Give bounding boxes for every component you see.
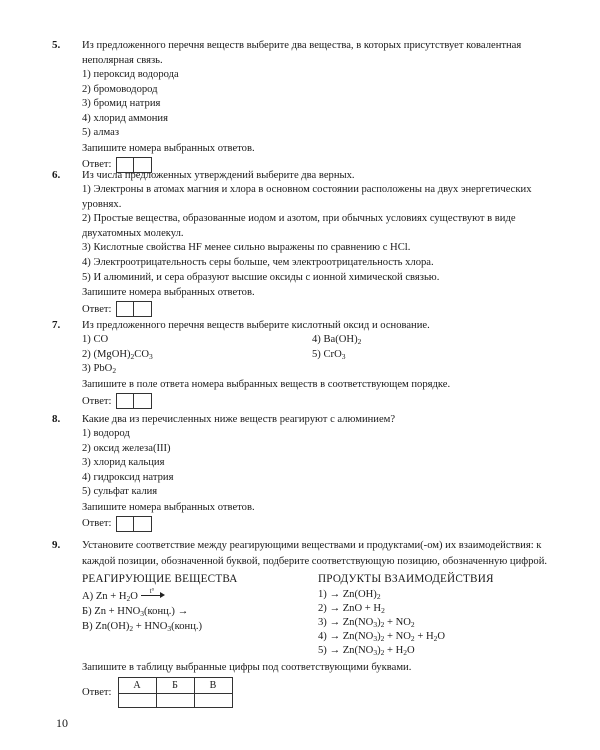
product-2: 2) → ZnO + $H_2$ <box>318 603 385 615</box>
answer-cell-b[interactable] <box>156 694 194 708</box>
option-item: 5) И алюминий, и сера образуют высшие оксиды с ионной химической связью. <box>82 271 440 283</box>
option-item: 2) Простые вещества, образованные иодом и азотом, при обычных условиях существуют в виде двухатомных молекул. <box>82 213 516 239</box>
option-item: 1) пероксид водорода <box>82 69 179 80</box>
answer-cell-a[interactable] <box>118 694 156 708</box>
option-item: 2) оксид железа(III) <box>82 442 171 454</box>
answer-row <box>82 677 552 708</box>
answer-row <box>82 300 552 318</box>
reactants-heading: РЕАГИРУЮЩИЕ ВЕЩЕСТВА <box>82 573 238 585</box>
question-number: 5. <box>52 39 61 51</box>
instruction: Запишите в поле ответа номера выбранных веществ в соответствующем порядке. <box>82 379 451 390</box>
product-3: $3) \to Zn(NO_3)_2 + NO_2$ <box>318 617 415 629</box>
question-number: 6. <box>52 169 61 181</box>
option-item: 5) алмаз <box>82 127 120 139</box>
table-header-c: В <box>194 678 232 694</box>
options-list <box>82 183 552 285</box>
question-text: Установите соответствие между реагирующими веществами и продуктами(-ом) их взаимодействия: к каждой позиции, обозначенной буквой, подберите соответствующую позицию, обозначенную цифрой. <box>82 540 548 567</box>
answer-label: Ответ: <box>82 518 112 530</box>
table-header-a: А <box>118 678 156 694</box>
option-item: 4) хлорид аммония <box>82 112 168 124</box>
option-item: 4) гидроксид натрия <box>82 471 174 483</box>
product-4: $4) \to Zn(NO_3)_2 + NO_2 + H_2O$ <box>318 631 445 643</box>
answer-label: Ответ: <box>82 303 112 315</box>
option-item: 4) Электроотрицательность серы больше, чем электроотрицательность хлора. <box>82 256 434 268</box>
answer-row <box>82 392 552 410</box>
option-item: 3) Кислотные свойства HF менее сильно выражены по сравнению с HCl. <box>82 242 411 254</box>
question-number: 9. <box>52 539 61 551</box>
question-text: Из предложенного перечня веществ выберите два вещества, в которых присутствует ковалентная неполярная связь. <box>82 40 522 66</box>
option-item: 3) хлорид кальция <box>82 457 165 469</box>
answer-box-1[interactable] <box>116 301 134 317</box>
products-column <box>318 572 558 658</box>
option-item: 5) сульфат калия <box>82 486 158 498</box>
options-list <box>82 427 552 500</box>
heat-arrow-icon: t° <box>141 590 165 600</box>
option-item: 4) $Ba(OH)_2$ <box>312 334 362 346</box>
question-number: 7. <box>52 319 61 331</box>
option-item: 2) $(MgOH)_2CO_3$ <box>82 348 153 361</box>
answer-box-2[interactable] <box>134 301 152 317</box>
question-text: Из числа предложенных утверждений выберите два верных. <box>82 170 355 181</box>
question-number: 8. <box>52 413 61 425</box>
answer-box-2[interactable] <box>134 516 152 532</box>
answer-cell-c[interactable] <box>194 694 232 708</box>
reactant-c: В) $Zn(OH)_2$ + $HNO_3(конц.)$ <box>82 621 203 633</box>
reactant-a: А) $Zn + H_2O$ t° <box>82 589 312 604</box>
option-item: 5) CrO$_3$ <box>312 348 346 361</box>
answer-label: Ответ: <box>82 687 112 698</box>
products-heading: ПРОДУКТЫ ВЗАИМОДЕЙСТВИЯ <box>318 573 494 585</box>
answer-box-1[interactable] <box>116 393 134 409</box>
answer-box-2[interactable] <box>134 393 152 409</box>
reactants-column <box>82 572 312 634</box>
matching-block <box>82 572 552 658</box>
option-item: 1) Электроны в атомах магния и хлора в основном состоянии расположены на двух энергетических уровнях. <box>82 184 532 210</box>
option-item: 3) PbO$_2$ <box>82 363 117 376</box>
option-item: 2) бромоводород <box>82 83 158 95</box>
table-header-b: Б <box>156 678 194 694</box>
answer-box-1[interactable] <box>116 516 134 532</box>
instruction: Запишите номера выбранных ответов. <box>82 501 255 513</box>
page-number: 10 <box>56 716 68 730</box>
question-text: Из предложенного перечня веществ выберите кислотный оксид и основание. <box>82 320 430 331</box>
question-text: Какие два из перечисленных ниже веществ реагируют с алюминием? <box>82 414 396 425</box>
instruction: Запишите в таблицу выбранные цифры под соответствующими буквами. <box>82 662 412 673</box>
answer-label: Ответ: <box>82 159 112 171</box>
answer-table <box>118 677 233 708</box>
instruction: Запишите номера выбранных ответов. <box>82 142 255 154</box>
option-item: 3) бромид натрия <box>82 98 161 110</box>
reactant-b: Б) $Zn + HNO_3(конц.)$ → <box>82 606 189 618</box>
answer-label: Ответ: <box>82 395 112 407</box>
product-5: $5) \to Zn(NO_3)_2 + H_2O$ <box>318 645 415 657</box>
option-item: 1) CO <box>82 334 109 345</box>
options-grid <box>82 333 552 377</box>
instruction: Запишите номера выбранных ответов. <box>82 287 255 299</box>
options-list <box>82 68 552 141</box>
option-item: 1) водород <box>82 428 130 439</box>
product-1: $1) \to Zn(OH)_2$ <box>318 589 381 601</box>
answer-row <box>82 515 552 533</box>
